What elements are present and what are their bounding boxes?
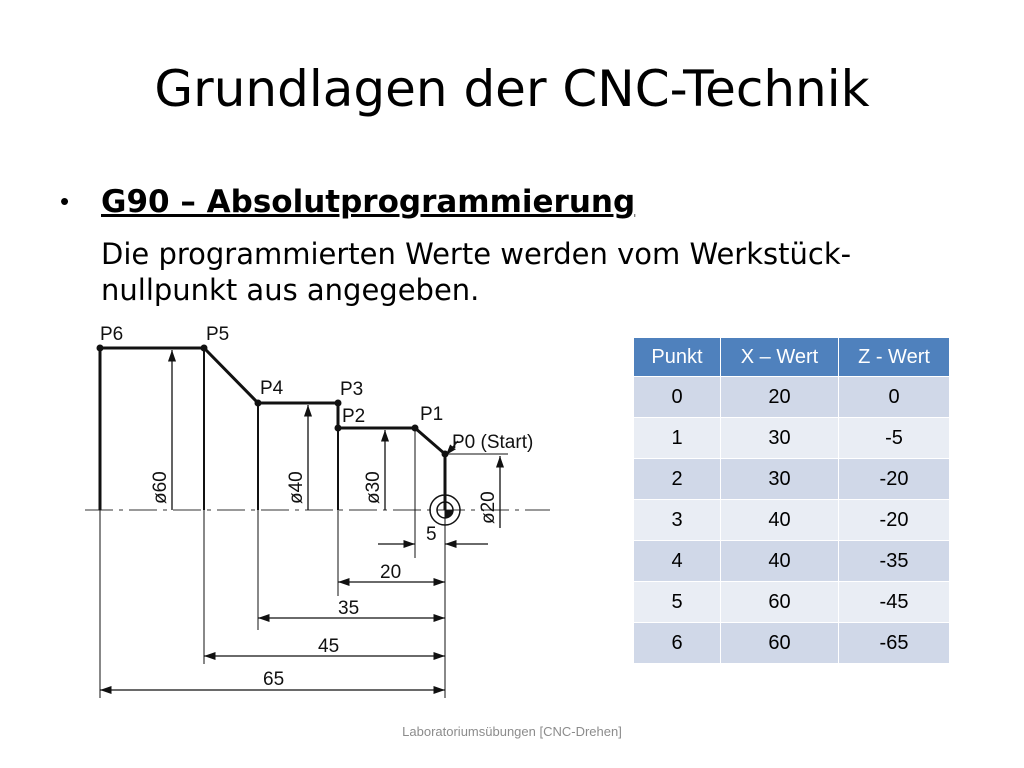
turning-part-drawing: [80, 318, 560, 708]
cell-x: 40: [721, 541, 839, 582]
label-d20: ø20: [478, 491, 499, 524]
table-header-row: [634, 338, 950, 377]
table-row: [634, 541, 950, 582]
label-p5: P5: [206, 324, 230, 345]
label-p3: P3: [340, 379, 364, 400]
cell-punkt: 4: [634, 541, 721, 582]
table-row: [634, 377, 950, 418]
table-row: [634, 500, 950, 541]
point-p5: [201, 345, 208, 352]
table-row: [634, 459, 950, 500]
header-z-wert: Z - Wert: [839, 338, 950, 377]
cell-punkt: 5: [634, 582, 721, 623]
cell-z: 0: [839, 377, 950, 418]
point-p1: [412, 425, 419, 432]
point-p2: [335, 425, 342, 432]
label-p0: P0 (Start): [452, 432, 534, 453]
point-p4: [255, 400, 262, 407]
header-punkt: Punkt: [634, 338, 721, 377]
point-p6: [97, 345, 104, 352]
cell-x: 30: [721, 418, 839, 459]
cell-punkt: 0: [634, 377, 721, 418]
cell-punkt: 3: [634, 500, 721, 541]
table-row: [634, 418, 950, 459]
bullet-dot: •: [60, 186, 70, 216]
label-p4: P4: [260, 378, 284, 399]
label-d40: ø40: [286, 471, 307, 504]
label-l65: 65: [263, 669, 285, 690]
label-p2: P2: [342, 406, 366, 427]
cell-z: -20: [839, 459, 950, 500]
label-p6: P6: [100, 324, 124, 345]
cell-z: -65: [839, 623, 950, 664]
label-l5: 5: [426, 524, 437, 545]
cell-x: 60: [721, 623, 839, 664]
bullet-text: Die programmierten Werte werden vom Werkstück-nullpunkt aus angegeben.: [101, 237, 852, 307]
label-l20: 20: [380, 562, 402, 583]
cell-z: -5: [839, 418, 950, 459]
cell-x: 40: [721, 500, 839, 541]
cell-z: -20: [839, 500, 950, 541]
cell-x: 30: [721, 459, 839, 500]
point-p0: [442, 451, 449, 458]
cell-punkt: 2: [634, 459, 721, 500]
slide-footer: Laboratoriumsübungen [CNC-Drehen]: [402, 724, 622, 739]
cell-z: -45: [839, 582, 950, 623]
table-row: [634, 623, 950, 664]
coordinate-table: [633, 337, 950, 664]
cell-x: 20: [721, 377, 839, 418]
cell-punkt: 1: [634, 418, 721, 459]
cell-z: -35: [839, 541, 950, 582]
slide-title: Grundlagen der CNC-Technik: [154, 60, 870, 118]
label-d60: ø60: [150, 471, 171, 504]
label-l45: 45: [318, 636, 340, 657]
header-x-wert: X – Wert: [721, 338, 839, 377]
cell-punkt: 6: [634, 623, 721, 664]
label-l35: 35: [338, 598, 360, 619]
cell-x: 60: [721, 582, 839, 623]
bullet-heading: G90 – Absolutprogrammierung: [101, 184, 636, 220]
label-d30: ø30: [363, 471, 384, 504]
point-p3: [335, 400, 342, 407]
label-p1: P1: [420, 404, 444, 425]
table-row: [634, 582, 950, 623]
